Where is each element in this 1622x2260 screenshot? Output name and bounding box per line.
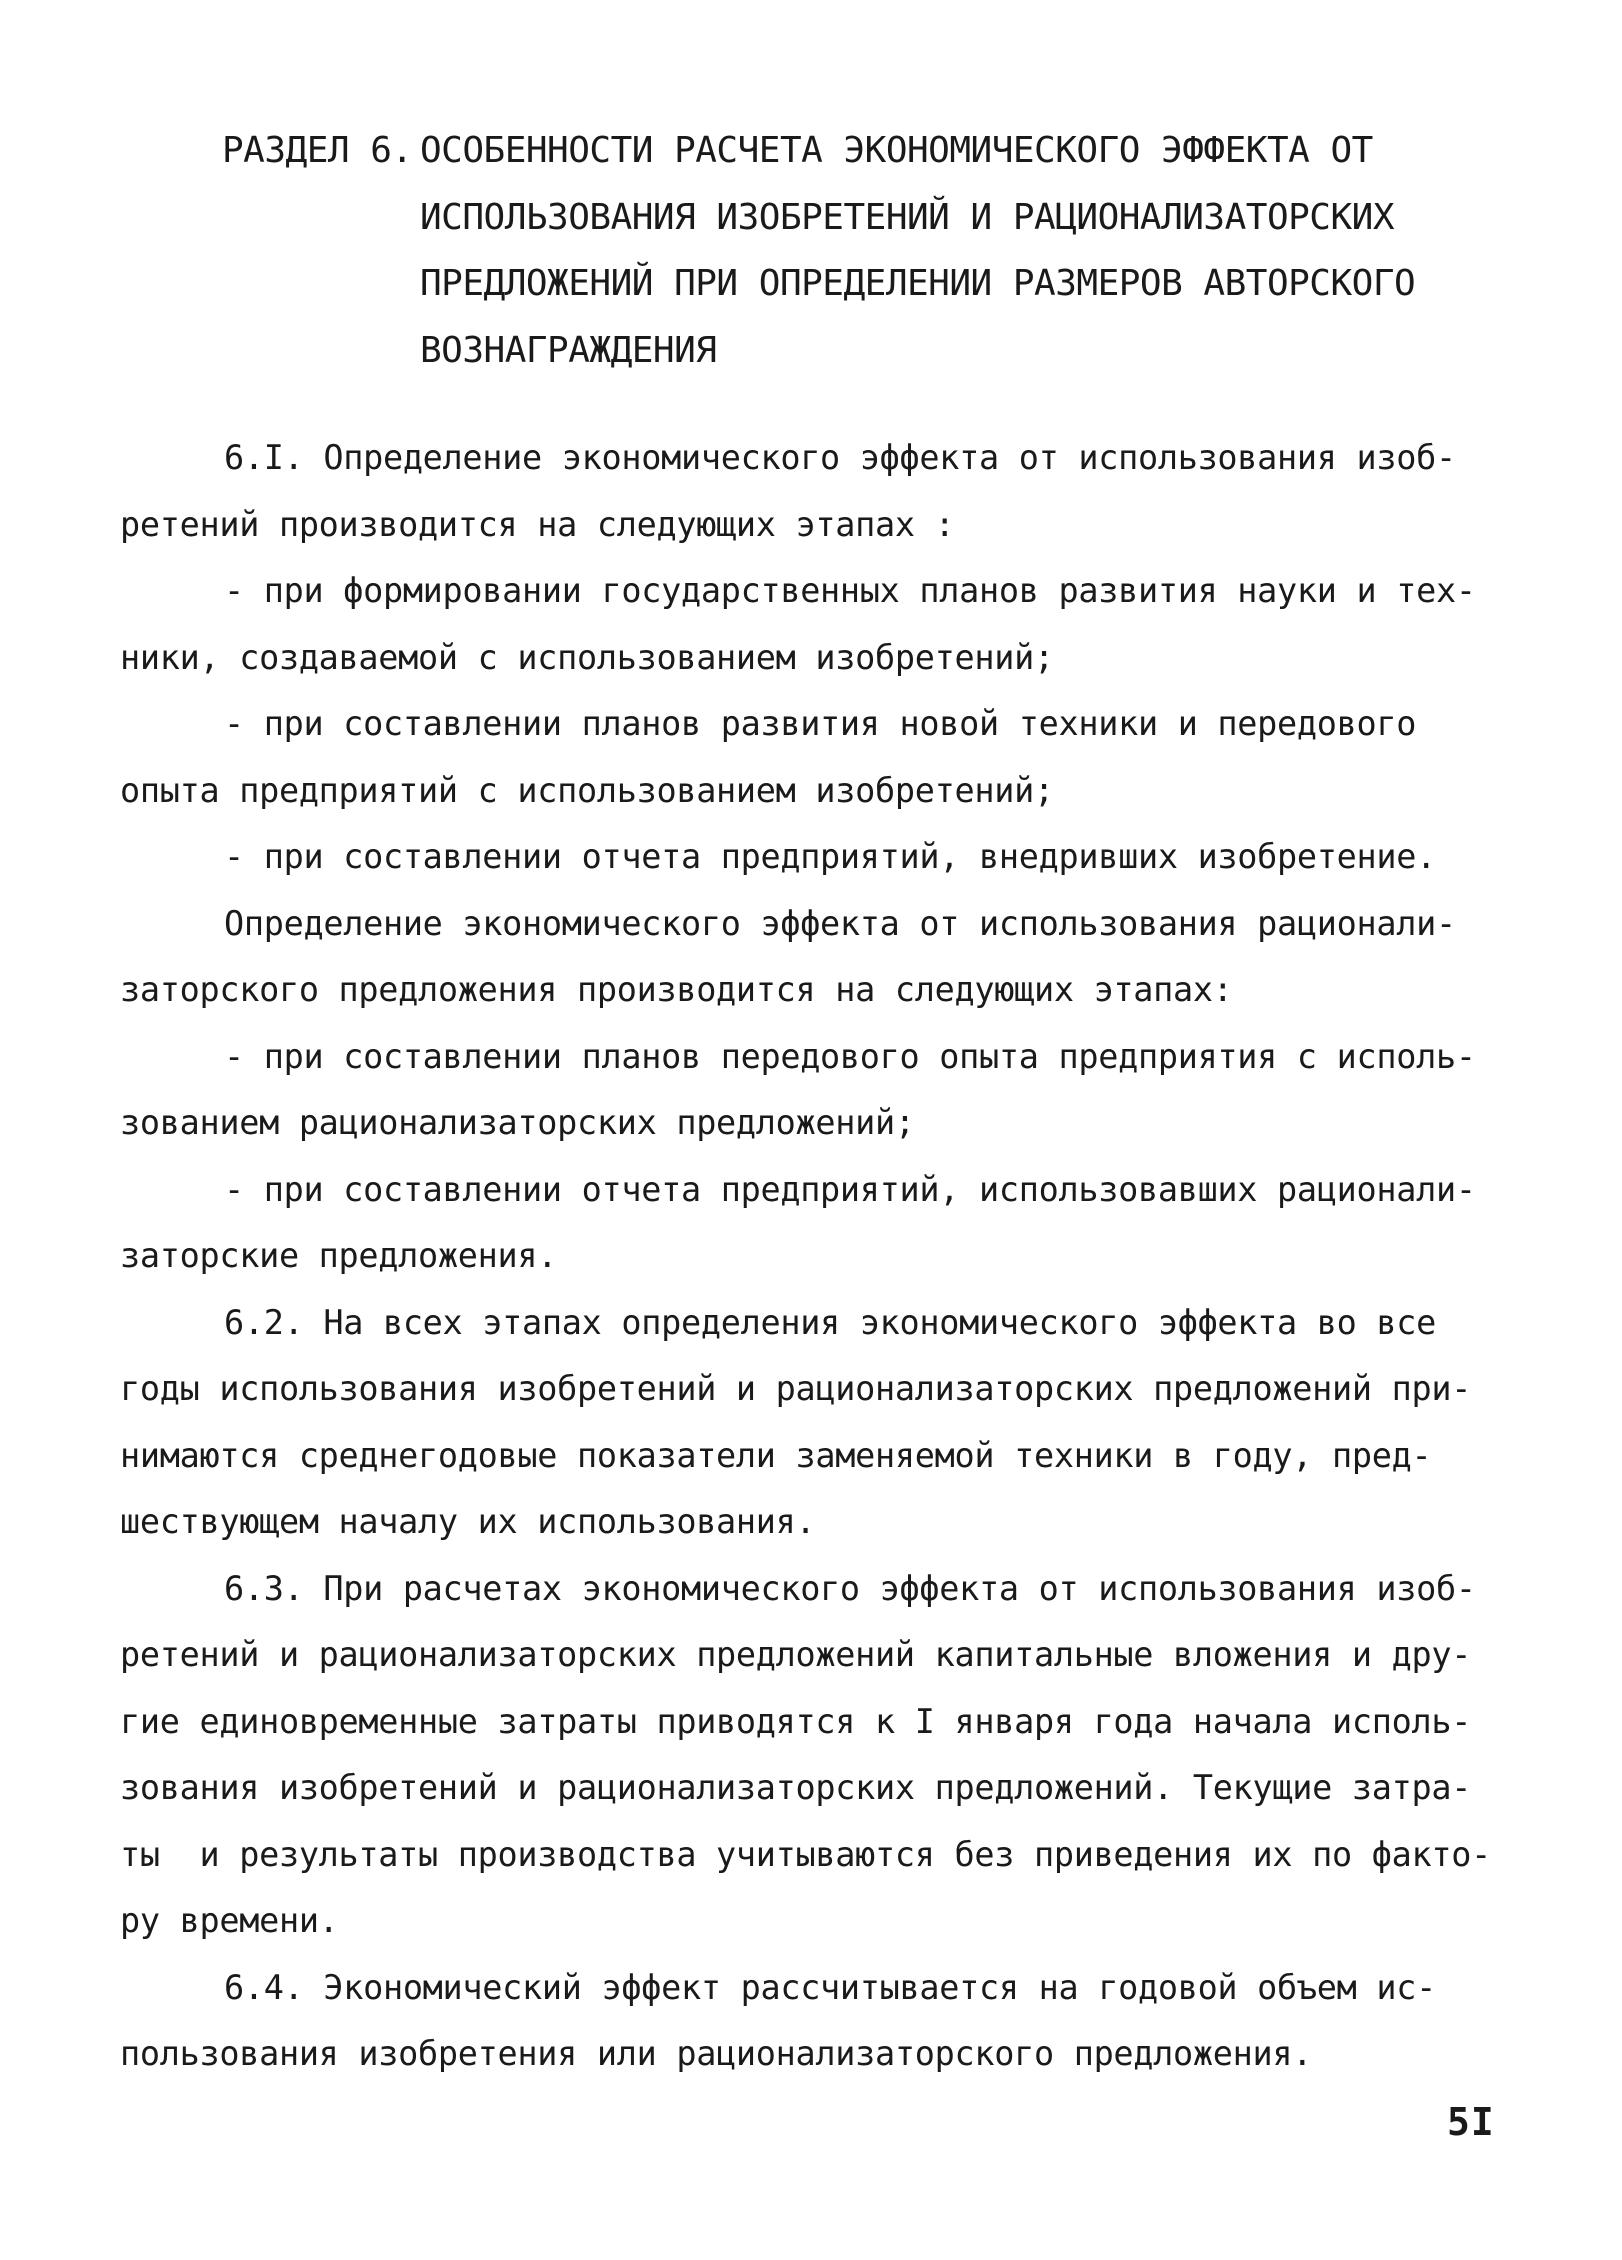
section-title-line: ИСПОЛЬЗОВАНИЯ ИЗОБРЕТЕНИЙ И РАЦИОНАЛИЗАТОРСКИХ [420, 196, 1394, 238]
list-item-line: - при составлении планов развития новой техники и передового [224, 704, 1417, 743]
section-label: РАЗДЕЛ 6. [222, 130, 413, 171]
paragraph-6-2-line: 6.2. На всех этапах определения экономического эффекта во все [224, 1302, 1436, 1342]
paragraph-6-3-line: ру времени. [120, 1901, 339, 1940]
paragraph-6-3-line: 6.3. При расчетах экономического эффекта от использования изоб- [224, 1568, 1476, 1608]
paragraph-6-3-line: зования изобретений и рационализаторских предложений. Текущие затра- [120, 1768, 1472, 1807]
paragraph-6-1-line: 6.I. Определение экономического эффекта от использования изоб- [224, 438, 1456, 477]
list-item-line: - при составлении планов передового опыта предприятия с исполь- [224, 1036, 1476, 1076]
list-item-line: опыта предприятий с использованием изобретений; [120, 770, 1054, 810]
paragraph-line: заторского предложения производится на следующих этапах: [120, 970, 1233, 1009]
list-item-line: - при составлении отчета предприятий, использовавших рационали- [224, 1169, 1476, 1209]
list-item-line: зованием рационализаторских предложений; [120, 1103, 915, 1142]
list-item-line: заторские предложения. [120, 1236, 558, 1275]
paragraph-6-4-line: 6.4. Экономический эффект рассчитывается на годовой объем ис- [224, 1967, 1436, 2007]
paragraph-line: Определение экономического эффекта от использования рационали- [224, 903, 1456, 943]
list-item-line: ники, создаваемой с использованием изобретений; [120, 637, 1054, 677]
list-item-line: - при формировании государственных планов развития науки и тех- [224, 571, 1476, 610]
paragraph-6-3-line: ты и результаты производства учитываются без приведения их по факто- [120, 1834, 1491, 1874]
section-heading [222, 118, 1472, 384]
page-number: 5I [1447, 2100, 1495, 2144]
paragraph-6-3-line: ретений и рационализаторских предложений капитальные вложения и дру- [120, 1635, 1472, 1674]
paragraph-6-4-line: пользования изобретения или рационализаторского предложения. [120, 2034, 1313, 2073]
section-title-line: ПРЕДЛОЖЕНИЙ ПРИ ОПРЕДЕЛЕНИИ РАЗМЕРОВ АВТОРСКОГО [420, 263, 1416, 304]
paragraph-6-3-line: гие единовременные затраты приводятся к I января года начала исполь- [120, 1701, 1472, 1741]
list-item-line: - при составлении отчета предприятий, внедривших изобретение. [224, 837, 1436, 876]
section-title [420, 118, 1460, 384]
paragraph-6-1-line: ретений производится на следующих этапах : [120, 504, 955, 544]
section-title-line: ОСОБЕННОСТИ РАСЧЕТА ЭКОНОМИЧЕСКОГО ЭФФЕКТА ОТ [420, 130, 1373, 171]
paragraph-6-2-line: годы использования изобретений и рационализаторских предложений при- [120, 1369, 1472, 1408]
paragraph-6-2-line: шествующем началу их использования. [120, 1502, 816, 1541]
body-text [120, 425, 1520, 2088]
section-title-line: ВОЗНАГРАЖДЕНИЯ [420, 329, 717, 371]
paragraph-6-2-line: нимаются среднегодовые показатели заменяемой техники в году, пред- [120, 1435, 1432, 1475]
